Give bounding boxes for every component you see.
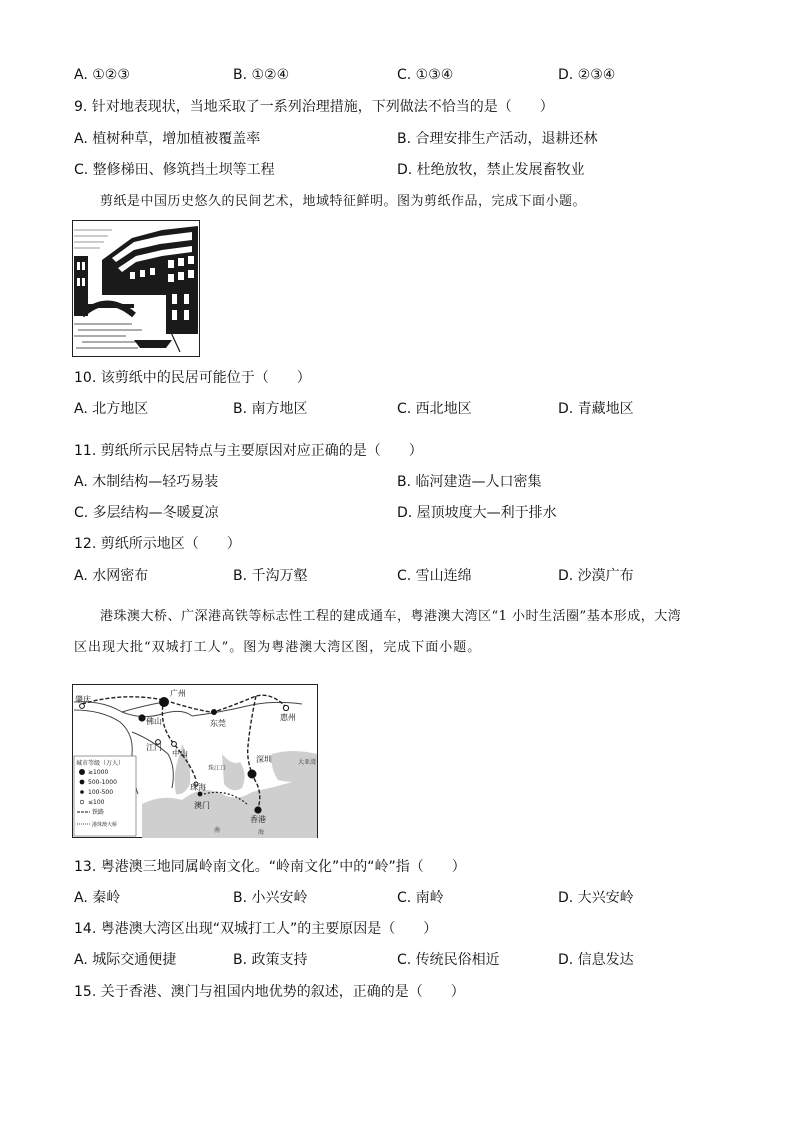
q10-option-a: A. 北方地区: [74, 401, 149, 417]
q9-options-row-1: [0, 128, 794, 150]
city-label-macau: 澳门: [194, 801, 210, 810]
q13-option-d: D. 大兴安岭: [558, 890, 634, 906]
q9-options-row-2: [0, 159, 794, 181]
q13-option-b: B. 小兴安岭: [233, 890, 308, 906]
q10-option-b: B. 南方地区: [233, 401, 308, 417]
city-label-dongguan: 东莞: [210, 719, 226, 728]
q11-options-row-2: [0, 502, 794, 524]
city-label-jiangmen: 江门: [146, 743, 162, 752]
q8-option-a: A. ①②③: [74, 67, 130, 83]
q9-option-c: C. 整修梯田、修筑挡土坝等工程: [74, 162, 275, 178]
map-label-daya-bay: 大亚湾: [298, 759, 317, 766]
city-label-zhuhai: 珠海: [190, 783, 206, 792]
city-label-zhongshan: 中山: [172, 749, 188, 758]
legend-title: 城市等级（万人）: [76, 760, 125, 767]
q14-option-a: A. 城际交通便捷: [74, 952, 177, 968]
q11-stem-row: [0, 440, 794, 462]
q13-options-row: [0, 887, 794, 909]
bay-area-map: [72, 684, 318, 838]
q10-options-row: [0, 398, 794, 420]
passage-2-line-2: 区出现大批“双城打工人”。图为粤港澳大湾区图，完成下面小题。: [74, 640, 482, 655]
q11-options-row-1: [0, 471, 794, 493]
q14-stem-row: [0, 918, 794, 940]
q13-option-a: A. 秦岭: [74, 890, 121, 906]
q8-options-row: [0, 64, 794, 86]
q9-stem-row: [0, 96, 794, 118]
q11-option-b: B. 临河建造—人口密集: [397, 474, 542, 490]
city-label-foshan: 佛山: [146, 717, 162, 726]
q9-option-a: A. 植树种草，增加植被覆盖率: [74, 131, 261, 147]
legend-item-500-1000: 500-1000: [88, 779, 117, 786]
q14-option-c: C. 传统民俗相近: [397, 952, 500, 968]
q12-options-row: [0, 565, 794, 587]
q8-option-d: D. ②③④: [558, 67, 616, 83]
q10-option-d: D. 青藏地区: [558, 401, 634, 417]
q12-option-c: C. 雪山连绵: [397, 568, 472, 584]
q10-stem: 10. 该剪纸中的民居可能位于（ ）: [74, 370, 311, 386]
q14-stem: 14. 粤港澳大湾区出现“双城打工人”的主要原因是（ ）: [74, 921, 438, 937]
map-label-south: 南: [214, 827, 221, 834]
q12-option-b: B. 千沟万壑: [233, 568, 308, 584]
q10-stem-row: [0, 367, 794, 389]
passage-1-row: [0, 191, 794, 213]
legend-item-ge1000: ≥1000: [88, 769, 109, 776]
q13-stem: 13. 粤港澳三地同属岭南文化。“岭南文化”中的“岭”指（ ）: [74, 859, 466, 875]
legend-item-bridge: 港珠澳大桥: [92, 822, 118, 828]
city-label-shenzhen: 深圳: [256, 755, 272, 764]
q11-option-a: A. 木制结构—轻巧易装: [74, 474, 219, 490]
q14-options-row: [0, 949, 794, 971]
q15-stem: 15. 关于香港、澳门与祖国内地优势的叙述，正确的是（ ）: [74, 984, 465, 1000]
q13-option-c: C. 南岭: [397, 890, 444, 906]
q11-option-d: D. 屋顶坡度大—利于排水: [397, 505, 557, 521]
q14-option-b: B. 政策支持: [233, 952, 308, 968]
q12-option-a: A. 水网密布: [74, 568, 149, 584]
q11-stem: 11. 剪纸所示民居特点与主要原因对应正确的是（ ）: [74, 443, 423, 459]
city-label-zhaoqing: 肇庆: [75, 695, 91, 704]
q12-stem: 12. 剪纸所示地区（ ）: [74, 536, 241, 552]
q9-option-d: D. 杜绝放牧，禁止发展畜牧业: [397, 162, 585, 178]
q8-option-b: B. ①②④: [233, 67, 290, 83]
legend-item-100-500: 100-500: [88, 789, 114, 796]
passage-2-row-1: [0, 606, 794, 628]
q14-option-d: D. 信息发达: [558, 952, 634, 968]
legend-item-le100: ≤100: [88, 799, 105, 806]
map-label-pearl-river-mouth: 珠江口: [208, 765, 227, 772]
q12-stem-row: [0, 533, 794, 555]
city-label-guangzhou: 广州: [170, 689, 186, 698]
q15-stem-row: [0, 981, 794, 1003]
passage-2-row-2: [0, 637, 794, 659]
legend-item-railway: 铁路: [92, 809, 105, 816]
q9-option-b: B. 合理安排生产活动，退耕还林: [397, 131, 598, 147]
q8-option-c: C. ①③④: [397, 67, 454, 83]
papercut-figure: [72, 220, 200, 357]
q9-stem: 9. 针对地表现状，当地采取了一系列治理措施，下列做法不恰当的是（ ）: [74, 99, 554, 115]
passage-1: 剪纸是中国历史悠久的民间艺术，地域特征鲜明。图为剪纸作品，完成下面小题。: [100, 194, 587, 209]
q13-stem-row: [0, 856, 794, 878]
q11-option-c: C. 多层结构—冬暖夏凉: [74, 505, 219, 521]
q10-option-c: C. 西北地区: [397, 401, 472, 417]
city-label-hongkong: 香港: [250, 815, 266, 824]
q12-option-d: D. 沙漠广布: [558, 568, 634, 584]
city-label-huizhou: 惠州: [280, 713, 296, 722]
passage-2-line-1: 港珠澳大桥、广深港高铁等标志性工程的建成通车，粤港澳大湾区“1 小时生活圈”基本形成，大湾: [100, 609, 682, 624]
map-label-sea: 海: [258, 829, 265, 836]
